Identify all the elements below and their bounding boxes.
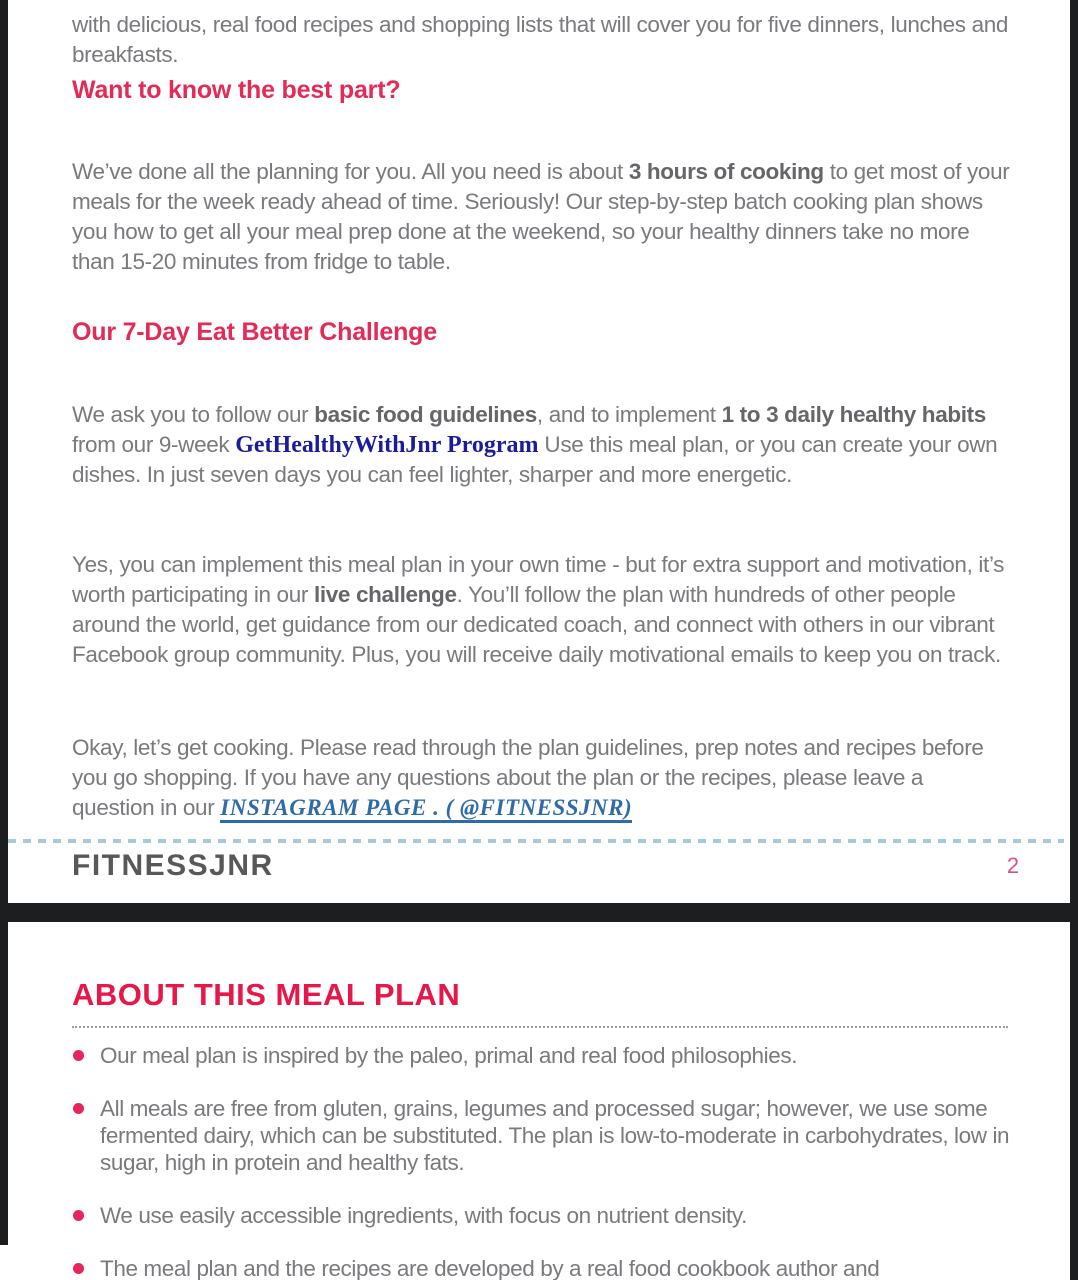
bullet-icon	[73, 1210, 84, 1221]
text-run: , and to implement	[536, 401, 722, 427]
bullet-list	[100, 1042, 1018, 1280]
list-item	[100, 1095, 1018, 1176]
gethealthy-program-link[interactable]: GetHealthyWithJnr Program	[235, 431, 539, 458]
text-run: We’ve done all the planning for you. All you need is about	[72, 158, 629, 184]
bullet-icon	[73, 1050, 84, 1061]
paragraph-planning	[72, 157, 1010, 277]
list-item	[100, 1255, 1018, 1280]
bullet-icon	[73, 1103, 84, 1114]
list-item-text: Our meal plan is inspired by the paleo, primal and real food philosophies.	[100, 1043, 798, 1068]
text-run: to get most of your meals for the week ready ahead of time. Seriously! Our step-by-step batch cooking plan shows you how to get all your meal prep done at the weekend, so your healthy dinners take no more than 15-20 minutes from fridge to table.	[72, 158, 1010, 274]
document-page-2	[8, 922, 1070, 1280]
document-page-1	[8, 0, 1070, 903]
list-item-text: The meal plan and the recipes are developed by a real food cookbook author and	[100, 1256, 880, 1280]
text-run-bold: basic food guidelines	[314, 401, 537, 427]
text-run: from our 9-week	[72, 431, 236, 457]
text-run: . You’ll follow the plan with hundreds of other people around the world, get guidance from our dedicated coach, and connect with others in our vibrant Facebook group community. Plus, you will receive daily motivational emails to keep you on track.	[72, 581, 1001, 667]
text-run-bold: 3 hours of cooking	[628, 158, 824, 184]
bullet-icon	[73, 1263, 84, 1274]
text-run: Yes, you can implement this meal plan in your own time - but for extra support and motivation, it’s worth participating in our	[72, 551, 1005, 607]
list-item	[100, 1042, 1018, 1069]
section-heading-best-part: Want to know the best part?	[72, 76, 401, 104]
section-heading-challenge: Our 7-Day Eat Better Challenge	[72, 318, 437, 346]
text-run: Use this meal plan, or you can create your own dishes. In just seven days you can feel lighter, sharper and more energetic.	[72, 431, 998, 487]
title-divider-dotted	[72, 1026, 1008, 1028]
text-run: Okay, let’s get cooking. Please read through the plan guidelines, prep notes and recipes before you go shopping. If you have any questions about the plan or the recipes, please leave a question in our	[72, 734, 984, 820]
footer-brand-logo: FITNESSJNR	[72, 849, 274, 882]
text-run: We ask you to follow our	[72, 401, 315, 427]
page-number: 2	[1006, 853, 1020, 878]
instagram-link[interactable]: INSTAGRAM PAGE . ( @FITNESSJNR)	[220, 795, 632, 823]
text-run-bold: live challenge	[313, 581, 457, 607]
list-item-text: All meals are free from gluten, grains, legumes and processed sugar; however, we use some fermented dairy, which can be substituted. The plan is low-to-moderate in carbohydrates, low in sugar, high in protein and healthy fats.	[100, 1096, 1010, 1175]
paragraph-live-challenge	[72, 550, 1010, 670]
paragraph-get-cooking	[72, 733, 1010, 823]
page2-title: ABOUT THIS MEAL PLAN	[72, 977, 461, 1012]
text-run-bold: 1 to 3 daily healthy habits	[721, 401, 986, 427]
page-edge-patch	[0, 1245, 8, 1280]
list-item	[100, 1202, 1018, 1229]
list-item-text: We use easily accessible ingredients, with focus on nutrient density.	[100, 1203, 747, 1228]
paragraph-guidelines	[72, 400, 1010, 490]
footer-divider-dashed	[8, 839, 1064, 843]
intro-paragraph: with delicious, real food recipes and shopping lists that will cover you for five dinners, lunches and breakfasts.	[72, 11, 1009, 67]
